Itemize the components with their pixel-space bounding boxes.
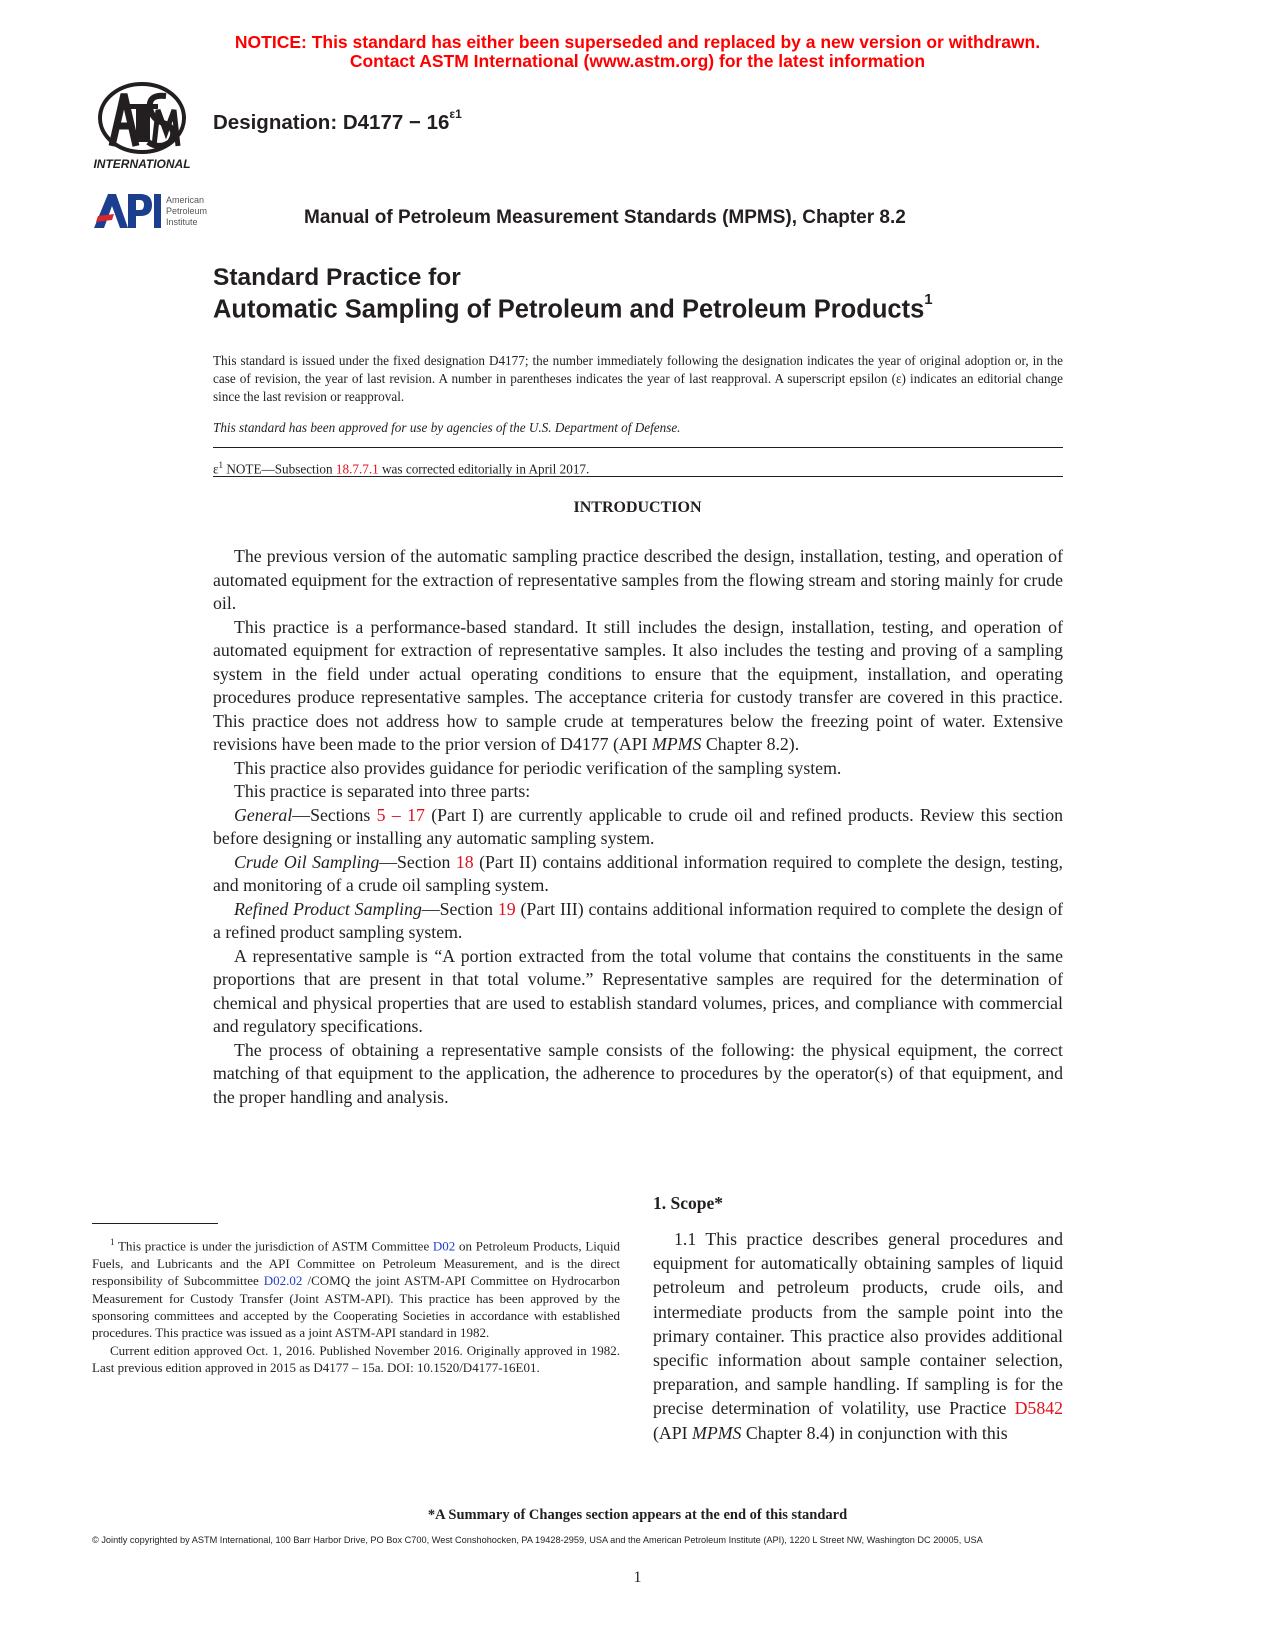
intro-paragraph: This practice also provides guidance for periodic verification of the sampling system.	[234, 757, 842, 778]
astm-logo	[92, 80, 198, 176]
withdrawal-notice	[0, 33, 1275, 71]
note-text-b: was corrected editorially in April 2017.	[378, 461, 590, 477]
astm-logo-text: INTERNATIONAL	[93, 157, 191, 171]
part-label-general: General	[234, 804, 293, 825]
note-link-section[interactable]: 18.7.7.1	[335, 461, 379, 477]
intro-text: Chapter 8.2).	[701, 734, 800, 754]
intro-paragraph-refined	[213, 898, 1063, 945]
part-label-crude: Crude Oil Sampling	[234, 851, 380, 872]
intro-paragraph: The previous version of the automatic sampling practice described the design, installation, testing, and operation of automated equipment for the extraction of representative samples from the flowing stream and storing mainly for crude oil.	[213, 546, 1063, 613]
designation	[213, 107, 462, 135]
mpms-italic: MPMS	[692, 1422, 742, 1443]
footnote-paragraph	[92, 1234, 620, 1342]
part-label-refined: Refined Product Sampling	[234, 898, 422, 919]
api-logo-text-1: American	[166, 195, 205, 205]
note-rule-bottom	[213, 476, 1063, 477]
api-logo	[92, 190, 222, 232]
intro-text: (Part II) contains additional information required to complete the design, testing, and monitoring of a crude oil sampling system.	[213, 851, 1063, 895]
intro-paragraph-crude	[213, 851, 1063, 898]
issuance-statement: This standard is issued under the fixed designation D4177; the number immediately following the designation indicates the year of original adoption or, in the case of revision, the year of last revision. A number in parentheses indicates the year of last reapproval. A superscript epsilon (ε) indicates an editorial change since the last revision or reapproval.	[213, 353, 1063, 405]
scope-text: (API	[653, 1422, 693, 1443]
footnote-rule	[92, 1223, 218, 1224]
footnote-text: /COMQ the joint ASTM-API Committee on Hydrocarbon Measurement for Custody Transfer (Joint ASTM-API). This practice has been approved by the sponsoring committees and accepted by the Cooperating Societies in accordance with established procedures. This practice was issued as a joint ASTM-API standard in 1982.	[92, 1273, 620, 1341]
title-line-2	[213, 291, 933, 325]
scope-text: Chapter 8.4) in conjunction with this	[741, 1422, 1008, 1443]
note-rule-top	[213, 447, 1063, 448]
intro-text: (Part III) contains additional information required to complete the design of a refined product sampling system.	[213, 898, 1064, 942]
intro-paragraph-general	[213, 804, 1063, 851]
footnote-edition: Current edition approved Oct. 1, 2016. Published November 2016. Originally approved in 1982. Last previous edition approved in 2015 as D4177 – 15a. DOI: 10.1520/D4177-16E01.	[92, 1342, 620, 1376]
intro-paragraph: A representative sample is “A portion extracted from the total volume that contains the constituents in the same proportions that are present in that total volume.” Representative samples are required for the determination of chemical and physical properties that are used to establish standard volumes, prices, and compliance with commercial and regulatory specifications.	[213, 945, 1063, 1036]
designation-text: Designation: D4177 − 16	[213, 110, 450, 134]
api-logo-text-3: Institute	[166, 217, 198, 227]
scope-body	[653, 1227, 1063, 1445]
link-section-18[interactable]: 18	[455, 851, 474, 872]
link-sections-5-17[interactable]: 5 – 17	[376, 804, 425, 825]
note-text-a: NOTE—Subsection	[223, 461, 336, 477]
title-line-1: Standard Practice for	[213, 264, 461, 291]
introduction-heading: INTRODUCTION	[573, 499, 702, 516]
page-number: 1	[633, 1569, 642, 1586]
link-committee-d02[interactable]: D02	[432, 1238, 456, 1254]
summary-of-changes-note: *A Summary of Changes section appears at the end of this standard	[427, 1507, 848, 1523]
link-section-19[interactable]: 19	[497, 898, 516, 919]
notice-line-1: NOTICE: This standard has either been superseded and replaced by a new version or withdrawn.	[234, 32, 1041, 52]
intro-text: —Section	[421, 898, 498, 919]
introduction-body	[213, 545, 1063, 1109]
link-subcommittee-d0202[interactable]: D02.02	[263, 1273, 303, 1289]
scope-heading: 1. Scope*	[653, 1193, 723, 1213]
footnote	[92, 1234, 620, 1377]
footnote-text: on Petroleum Products, Liquid Fuels, and Lubricants and the API Committee on Petroleum Measurement, and is the direct responsibility of Subcommittee	[92, 1238, 620, 1289]
title-text: Automatic Sampling of Petroleum and Petroleum Products	[213, 295, 925, 324]
intro-paragraph: The process of obtaining a representative sample consists of the following: the physical equipment, the correct matching of that equipment to the application, the adherence to procedures by the operator(s) of that equipment, and the proper handling and analysis.	[213, 1039, 1063, 1107]
intro-text: —Section	[379, 851, 456, 872]
notice-line-2: Contact ASTM International (www.astm.org) for the latest information	[349, 51, 926, 71]
note-sup: 1	[218, 460, 224, 470]
intro-text: This practice is a performance-based standard. It still includes the design, installation, testing, and operation of automated equipment for extraction of representative samples. It also includes the testing and proving of a sampling system in the field under actual operating conditions to ensure that the equipment, installation, and operating procedures produce representative samples. The acceptance criteria for custody transfer are covered in this practice. This practice does not address how to sample crude at temperatures below the freezing point of water. Extensive revisions have been made to the prior version of D4177 (API	[213, 616, 1063, 754]
designation-epsilon: ε1	[449, 107, 462, 121]
title-footnote-ref: 1	[924, 291, 933, 308]
link-d5842[interactable]: D5842	[1014, 1398, 1063, 1419]
intro-text: —Sections	[292, 804, 377, 825]
mpms-chapter: Manual of Petroleum Measurement Standards (MPMS), Chapter 8.2	[304, 207, 906, 228]
dod-approval: This standard has been approved for use by agencies of the U.S. Department of Defense.	[213, 420, 681, 435]
scope-text: 1.1 This practice describes general procedures and equipment for automatically obtaining samples of liquid petroleum and petroleum products, crude oils, and intermediate products from the sample point into the primary container. This practice also provides additional specific information about sample container selection, preparation, and sample handling. If sampling is for the precise determination of volatility, use Practice	[653, 1229, 1063, 1419]
scope-paragraph	[653, 1227, 1063, 1445]
api-logo-text-2: Petroleum	[166, 206, 208, 216]
footnote-number: 1	[110, 1237, 115, 1247]
copyright: © Jointly copyrighted by ASTM International, 100 Barr Harbor Drive, PO Box C700, West Conshohocken, PA 19428-2959, USA and the American Petroleum Institute (API), 1220 L Street NW, Washington DC 20005, USA	[92, 1535, 983, 1545]
footnote-text: This practice is under the jurisdiction of ASTM Committee	[114, 1238, 433, 1254]
mpms-italic: MPMS	[652, 734, 702, 754]
note-epsilon: ε	[213, 461, 219, 477]
intro-paragraph	[213, 616, 1063, 757]
intro-text: (Part I) are currently applicable to crude oil and refined products. Review this section before designing or installing any automatic sampling system.	[213, 804, 1064, 848]
intro-paragraph: This practice is separated into three parts:	[234, 781, 531, 801]
